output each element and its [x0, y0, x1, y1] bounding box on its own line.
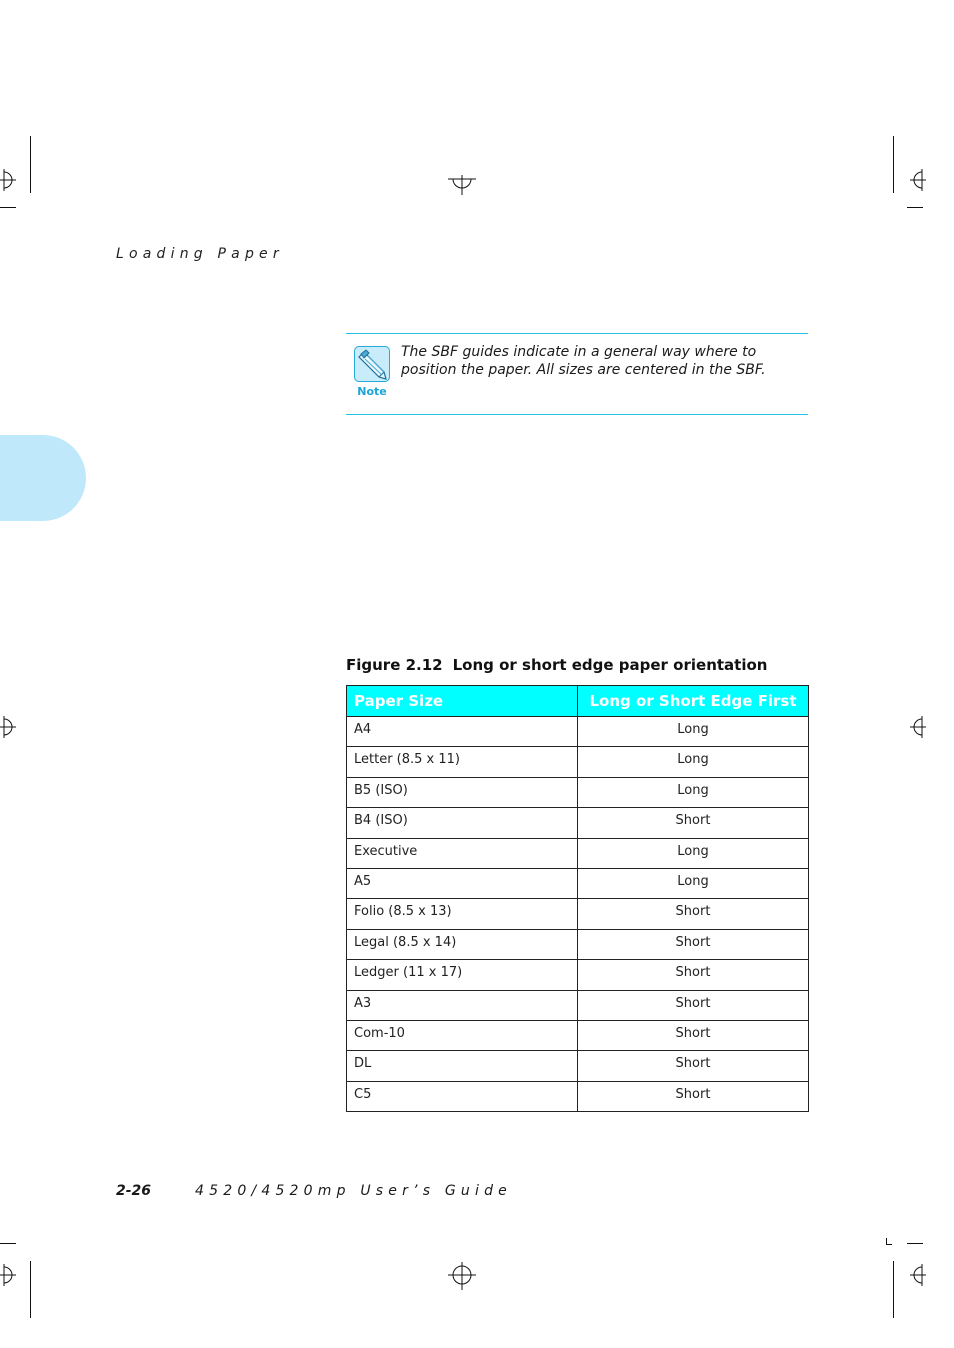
footer-book-title: 4520/4520mp User’s Guide — [195, 1183, 512, 1199]
column-header-edge-first: Long or Short Edge First — [578, 686, 809, 717]
chapter-tab — [0, 435, 86, 521]
paper-size-cell: DL — [347, 1051, 578, 1081]
registration-mark-icon — [447, 175, 477, 195]
table-row — [347, 717, 809, 747]
pencil-icon — [355, 347, 389, 381]
registration-mark-icon — [906, 715, 926, 739]
note-text: The SBF guides indicate in a general way where to position the paper. All sizes are centered in the SBF. — [401, 344, 766, 378]
paper-size-cell: Letter (8.5 x 11) — [347, 747, 578, 777]
edge-cell: Long — [578, 747, 809, 777]
paper-size-cell: A5 — [347, 868, 578, 898]
paper-size-cell: A3 — [347, 990, 578, 1020]
note-top-rule — [346, 333, 808, 334]
edge-cell: Long — [578, 868, 809, 898]
paper-size-cell: A4 — [347, 717, 578, 747]
paper-size-cell: B4 (ISO) — [347, 808, 578, 838]
edge-cell: Long — [578, 838, 809, 868]
paper-orientation-table — [346, 685, 809, 1112]
table-row — [347, 1081, 809, 1111]
column-header-paper-size: Paper Size — [347, 686, 578, 717]
table-header-row — [347, 686, 809, 717]
running-head: Loading Paper — [116, 246, 284, 262]
table-row — [347, 808, 809, 838]
table-row — [347, 747, 809, 777]
table-row — [347, 899, 809, 929]
paper-size-cell: Executive — [347, 838, 578, 868]
edge-cell: Short — [578, 1020, 809, 1050]
paper-size-cell: Legal (8.5 x 14) — [347, 929, 578, 959]
registration-mark-icon — [906, 168, 926, 192]
edge-cell: Short — [578, 929, 809, 959]
table-row — [347, 990, 809, 1020]
registration-mark-icon — [906, 1263, 926, 1287]
paper-size-cell: Folio (8.5 x 13) — [347, 899, 578, 929]
table-row — [347, 868, 809, 898]
edge-cell: Long — [578, 777, 809, 807]
figure-caption — [346, 656, 767, 674]
table-row — [347, 1051, 809, 1081]
paper-size-cell: B5 (ISO) — [347, 777, 578, 807]
registration-mark-icon — [0, 168, 20, 192]
page-number: 2-26 — [116, 1183, 152, 1199]
edge-cell: Long — [578, 717, 809, 747]
figure-title: Long or short edge paper orientation — [452, 656, 768, 674]
edge-cell: Short — [578, 808, 809, 838]
registration-mark-icon — [0, 1263, 20, 1287]
paper-size-cell: C5 — [347, 1081, 578, 1111]
note-icon — [354, 346, 390, 382]
registration-mark-icon — [447, 1262, 477, 1290]
paper-size-cell: Ledger (11 x 17) — [347, 960, 578, 990]
edge-cell: Short — [578, 990, 809, 1020]
table-row — [347, 777, 809, 807]
edge-cell: Short — [578, 1051, 809, 1081]
paper-size-cell: Com-10 — [347, 1020, 578, 1050]
edge-cell: Short — [578, 899, 809, 929]
table-row — [347, 838, 809, 868]
table-row — [347, 960, 809, 990]
table-row — [347, 929, 809, 959]
edge-cell: Short — [578, 1081, 809, 1111]
figure-number: Figure 2.12 — [346, 656, 443, 674]
note-label: Note — [357, 385, 387, 398]
edge-cell: Short — [578, 960, 809, 990]
table-row — [347, 1020, 809, 1050]
note-bottom-rule — [346, 414, 808, 415]
registration-mark-icon — [0, 715, 20, 739]
